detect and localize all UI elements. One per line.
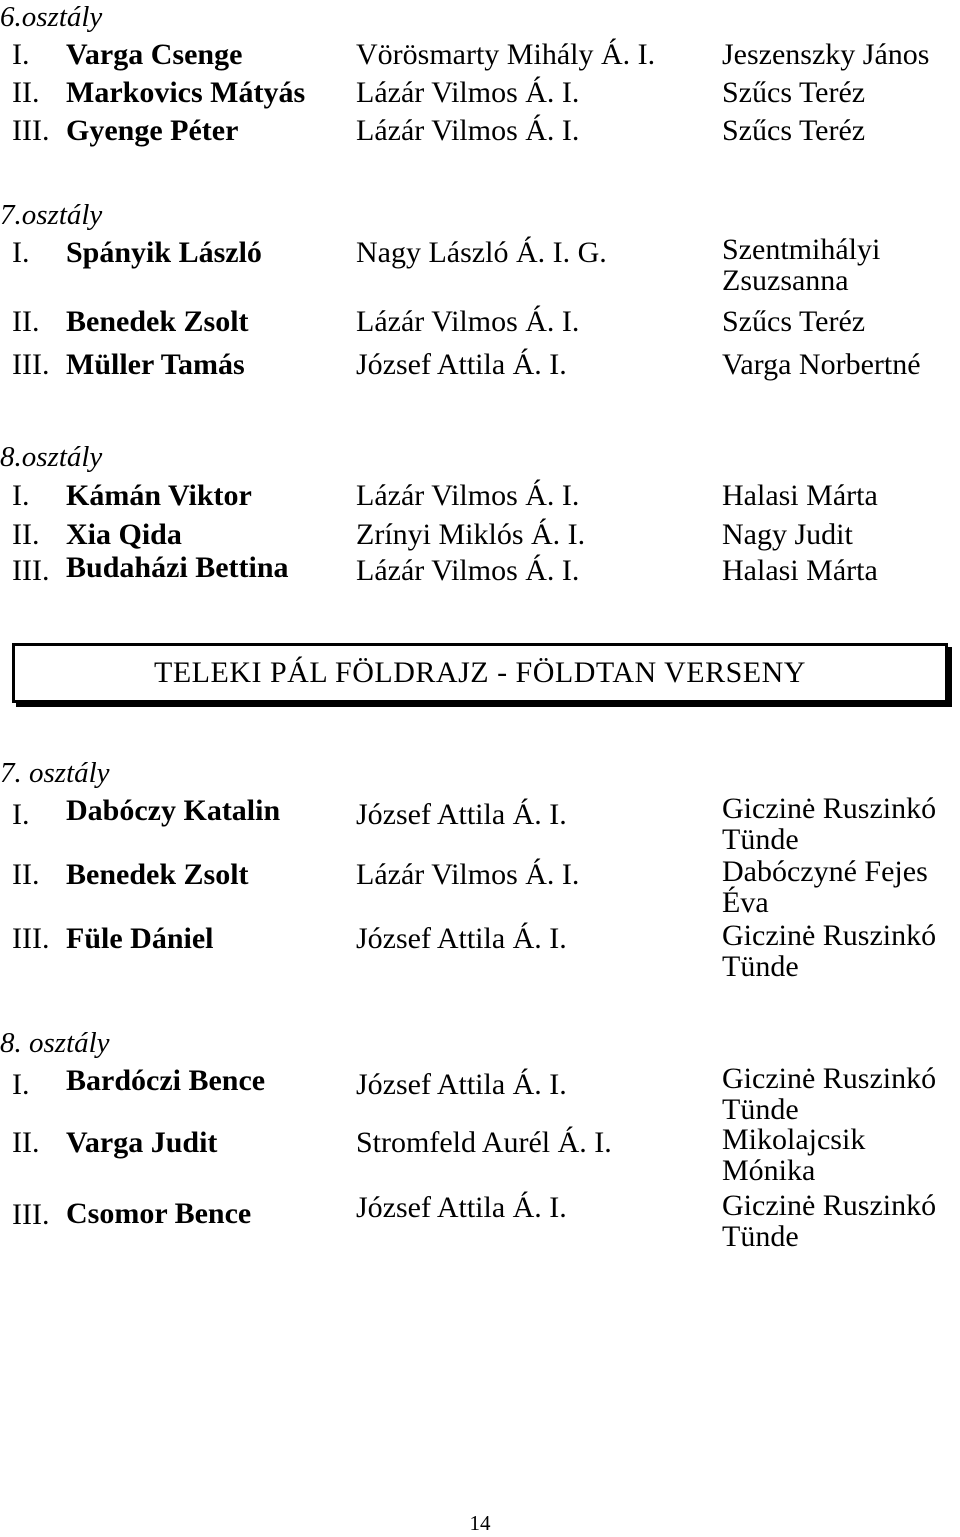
rank: III. xyxy=(12,114,50,147)
rank: II. xyxy=(12,518,40,551)
rank: III. xyxy=(12,922,50,955)
school: József Attila Á. I. xyxy=(356,1191,567,1224)
school: Lázár Vilmos Á. I. xyxy=(356,479,580,512)
school: Zrínyi Miklós Á. I. xyxy=(356,518,586,551)
teacher: Szűcs Teréz xyxy=(722,76,866,109)
class-heading: 7.osztály xyxy=(0,199,103,231)
student-name: Benedek Zsolt xyxy=(66,858,249,891)
school: Lázár Vilmos Á. I. xyxy=(356,858,580,891)
school: Lázár Vilmos Á. I. xyxy=(356,305,580,338)
student-name: Budaházi Bettina xyxy=(66,551,289,584)
school: József Attila Á. I. xyxy=(356,922,567,955)
student-name: Dabóczy Katalin xyxy=(66,794,281,827)
rank: I. xyxy=(12,38,30,71)
student-name: Xia Qida xyxy=(66,518,182,551)
teacher: Giczinė Ruszinkó Tünde xyxy=(722,792,937,856)
teacher: Giczinė Ruszinkó Tünde xyxy=(722,919,937,983)
teacher: Halasi Márta xyxy=(722,479,878,512)
student-name: Spányik László xyxy=(66,236,262,269)
student-name: Csomor Bence xyxy=(66,1197,252,1230)
rank: I. xyxy=(12,1068,30,1101)
rank: I. xyxy=(12,479,30,512)
teacher: Szűcs Teréz xyxy=(722,305,866,338)
teacher: Dabóczyné Fejes Éva xyxy=(722,855,928,919)
rank: II. xyxy=(12,858,40,891)
teacher: Mikolajcsik Mónika xyxy=(722,1123,866,1187)
competition-title: TELEKI PÁL FÖLDRAJZ - FÖLDTAN VERSENY xyxy=(154,656,806,689)
class-heading: 8.osztály xyxy=(0,441,103,473)
school: Vörösmarty Mihály Á. I. xyxy=(356,38,656,71)
teacher: Giczinė Ruszinkó Tünde xyxy=(722,1189,937,1253)
class-heading: 8. osztály xyxy=(0,1027,110,1059)
teacher: Jeszenszky János xyxy=(722,38,930,71)
school: József Attila Á. I. xyxy=(356,1068,567,1101)
student-name: Benedek Zsolt xyxy=(66,305,249,338)
student-name: Gyenge Péter xyxy=(66,114,239,147)
rank: I. xyxy=(12,798,30,831)
rank: II. xyxy=(12,1126,40,1159)
rank: III. xyxy=(12,554,50,587)
student-name: Markovics Mátyás xyxy=(66,76,306,109)
school: Lázár Vilmos Á. I. xyxy=(356,76,580,109)
rank: III. xyxy=(12,1198,50,1231)
rank: III. xyxy=(12,348,50,381)
rank: II. xyxy=(12,305,40,338)
student-name: Bardóczi Bence xyxy=(66,1064,266,1097)
student-name: Kámán Viktor xyxy=(66,479,252,512)
teacher: Szűcs Teréz xyxy=(722,114,866,147)
student-name: Varga Csenge xyxy=(66,38,243,71)
school: Lázár Vilmos Á. I. xyxy=(356,114,580,147)
school: József Attila Á. I. xyxy=(356,798,567,831)
school: Lázár Vilmos Á. I. xyxy=(356,554,580,587)
school: József Attila Á. I. xyxy=(356,348,567,381)
competition-banner xyxy=(12,643,948,703)
rank: II. xyxy=(12,76,40,109)
teacher: Varga Norbertné xyxy=(722,348,921,381)
teacher: Szentmihályi Zsuzsanna xyxy=(722,233,881,297)
teacher: Nagy Judit xyxy=(722,518,853,551)
student-name: Varga Judit xyxy=(66,1126,218,1159)
school: Nagy László Á. I. G. xyxy=(356,236,607,269)
rank: I. xyxy=(12,236,30,269)
teacher: Halasi Márta xyxy=(722,554,878,587)
class-heading: 6.osztály xyxy=(0,1,103,33)
student-name: Füle Dániel xyxy=(66,922,214,955)
school: Stromfeld Aurél Á. I. xyxy=(356,1126,612,1159)
page-number: 14 xyxy=(469,1511,491,1535)
teacher: Giczinė Ruszinkó Tünde xyxy=(722,1062,937,1126)
student-name: Müller Tamás xyxy=(66,348,245,381)
class-heading: 7. osztály xyxy=(0,757,110,789)
